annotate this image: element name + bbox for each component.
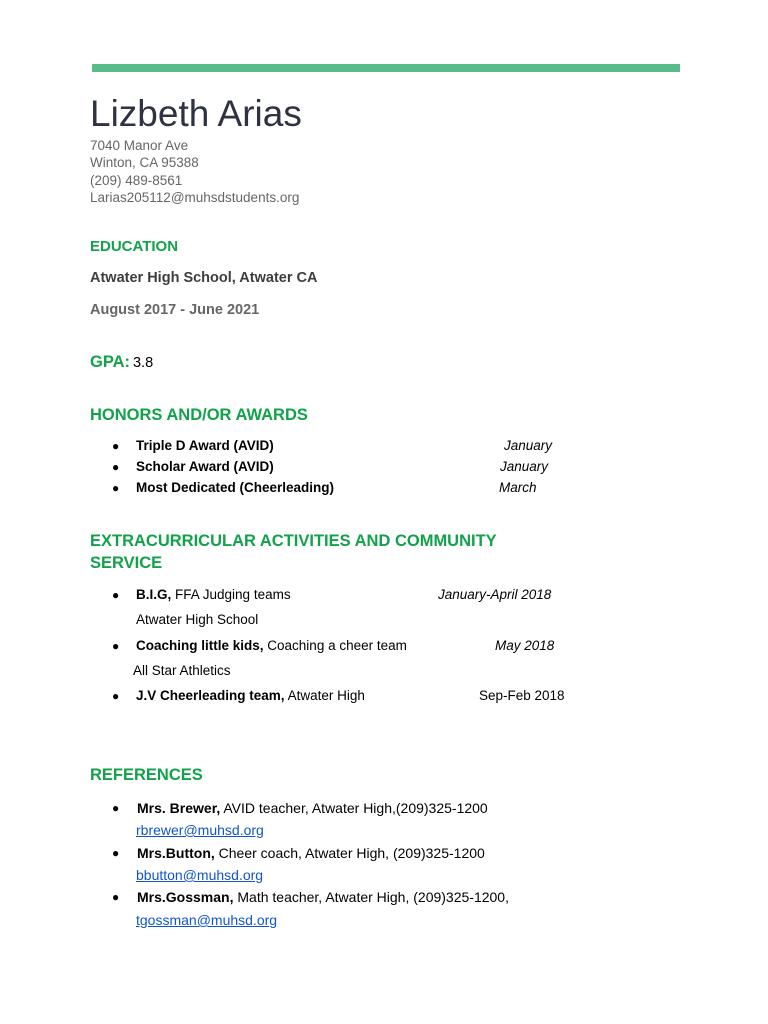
activity-title: Coaching little kids, Coaching a cheer team — [136, 638, 407, 653]
activity-title: J.V Cheerleading team, Atwater High — [136, 688, 365, 703]
reference-email-link[interactable]: tgossman@muhsd.org — [136, 912, 278, 928]
candidate-name: Lizbeth Arias — [90, 93, 302, 134]
bullet-icon: ● — [112, 846, 120, 860]
reference-email-link[interactable]: rbrewer@muhsd.org — [136, 822, 264, 838]
bullet-icon: ● — [112, 689, 120, 703]
reference-line: Mrs.Button, Cheer coach, Atwater High, (209)325-1200 — [137, 845, 485, 861]
activity-title: B.I.G, FFA Judging teams — [136, 587, 291, 602]
reference-line: Mrs.Gossman, Math teacher, Atwater High, (209)325-1200, — [137, 889, 509, 905]
honor-date: January — [504, 438, 553, 453]
bullet-icon: ● — [112, 481, 120, 495]
activities-heading-line1: EXTRACURRICULAR ACTIVITIES AND COMMUNITY — [90, 532, 497, 550]
activity-date: Sep-Feb 2018 — [479, 688, 565, 703]
activities-heading-line2: SERVICE — [90, 554, 163, 572]
honor-title: Most Dedicated (Cheerleading) — [136, 480, 335, 495]
activity-date: January-April 2018 — [438, 587, 552, 602]
reference-email-link[interactable]: bbutton@muhsd.org — [136, 867, 264, 883]
honor-date: January — [500, 459, 549, 474]
activity-date: May 2018 — [495, 638, 555, 653]
contact-street: 7040 Manor Ave — [90, 138, 189, 153]
contact-city: Winton, CA 95388 — [90, 155, 199, 170]
education-school: Atwater High School, Atwater CA — [90, 270, 318, 286]
honor-date: March — [499, 480, 537, 495]
bullet-icon: ● — [112, 639, 120, 653]
bullet-icon: ● — [112, 439, 120, 453]
honor-title: Triple D Award (AVID) — [136, 438, 274, 453]
bullet-icon: ● — [112, 801, 120, 815]
contact-email: Larias205112@muhsdstudents.org — [90, 190, 300, 205]
header-accent-bar — [92, 64, 680, 72]
education-heading: EDUCATION — [90, 238, 179, 255]
reference-line: Mrs. Brewer, AVID teacher, Atwater High,(209)325-1200 — [137, 800, 488, 816]
gpa-label: GPA: — [90, 353, 131, 371]
honor-title: Scholar Award (AVID) — [136, 459, 274, 474]
bullet-icon: ● — [112, 460, 120, 474]
contact-phone: (209) 489-8561 — [90, 173, 183, 188]
education-dates: August 2017 - June 2021 — [90, 302, 260, 318]
honors-heading: HONORS AND/OR AWARDS — [90, 406, 308, 424]
activity-org: Atwater High School — [136, 612, 259, 627]
references-heading: REFERENCES — [90, 766, 203, 784]
gpa-value: 3.8 — [133, 355, 154, 371]
bullet-icon: ● — [112, 588, 120, 602]
activity-org: All Star Athletics — [133, 663, 231, 678]
bullet-icon: ● — [112, 890, 120, 904]
